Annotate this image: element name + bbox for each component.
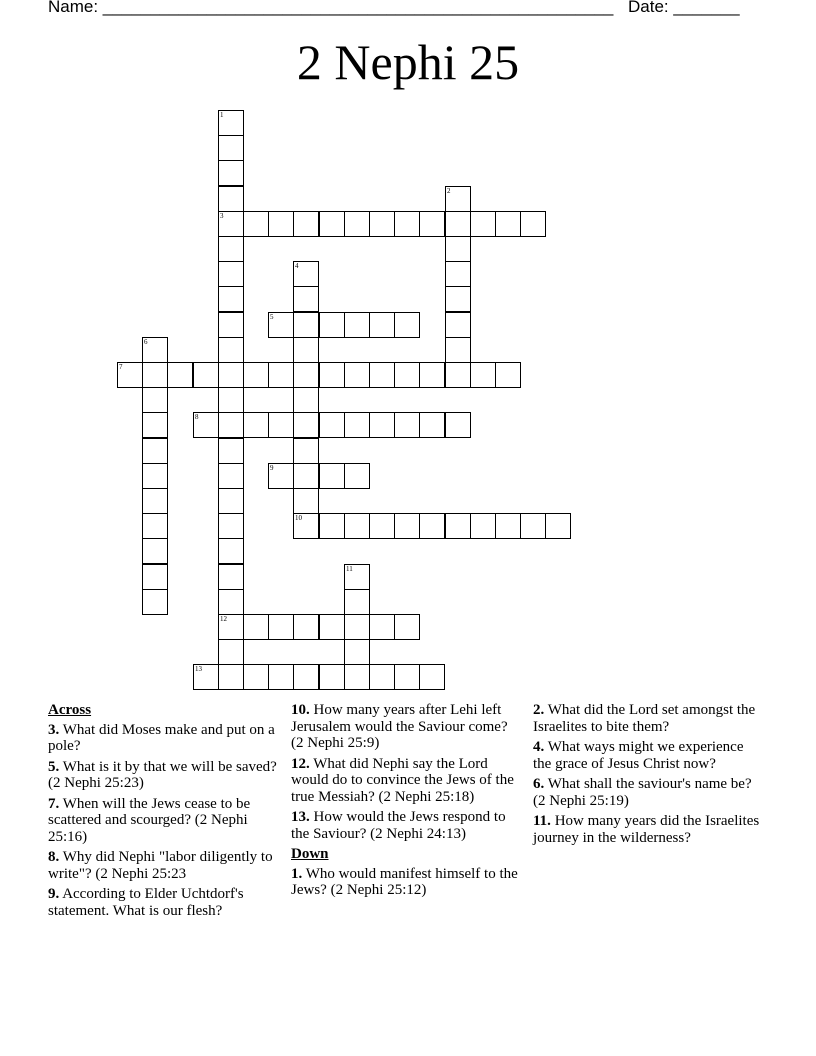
crossword-cell[interactable] [319, 312, 345, 338]
crossword-cell[interactable] [293, 337, 319, 363]
crossword-cell[interactable] [369, 614, 395, 640]
crossword-cell[interactable] [268, 312, 294, 338]
crossword-cell[interactable] [495, 211, 521, 237]
clue-number: 3. [48, 721, 60, 738]
clue-across-5 [48, 759, 280, 792]
clue-text: What is it by that we will be saved? (2 Nephi 25:23) [48, 758, 277, 791]
crossword-cell[interactable] [419, 412, 445, 438]
crossword-cell[interactable] [319, 412, 345, 438]
crossword-cell[interactable] [470, 513, 496, 539]
crossword-cell[interactable] [344, 412, 370, 438]
clue-number: 12. [291, 755, 310, 772]
crossword-cell[interactable] [344, 513, 370, 539]
cell-number: 11 [346, 565, 353, 573]
clue-number: 1. [291, 865, 303, 882]
crossword-cell[interactable] [293, 261, 319, 287]
clue-text: How many years did the Israelites journey in the wilderness? [533, 813, 760, 846]
crossword-cell[interactable] [218, 135, 244, 161]
crossword-cell[interactable] [369, 362, 395, 388]
crossword-cell[interactable] [218, 463, 244, 489]
crossword-cell[interactable] [218, 261, 244, 287]
crossword-cell[interactable] [293, 362, 319, 388]
crossword-cell[interactable] [117, 362, 143, 388]
crossword-cell[interactable] [268, 412, 294, 438]
cell-number: 4 [295, 262, 299, 270]
clues-column-3 [533, 702, 765, 850]
crossword-cell[interactable] [142, 438, 168, 464]
clue-across-10 [291, 702, 523, 752]
cell-number: 13 [195, 665, 202, 673]
clues-column-2 [291, 702, 523, 903]
crossword-cell[interactable] [445, 211, 471, 237]
clue-text: What did Moses make and put on a pole? [48, 721, 275, 754]
crossword-cell[interactable] [394, 513, 420, 539]
crossword-cell[interactable] [218, 438, 244, 464]
crossword-cell[interactable] [445, 236, 471, 262]
crossword-cell[interactable] [142, 538, 168, 564]
clue-number: 11. [533, 813, 551, 829]
clue-text: When will the Jews cease to be scattered and scourged? (2 Nephi 25:16) [48, 795, 251, 845]
crossword-cell[interactable] [142, 412, 168, 438]
crossword-cell[interactable] [445, 337, 471, 363]
crossword-cell[interactable] [470, 362, 496, 388]
crossword-cell[interactable] [218, 564, 244, 590]
crossword-cell[interactable] [495, 513, 521, 539]
crossword-cell[interactable] [218, 236, 244, 262]
cell-number: 5 [270, 313, 274, 321]
cell-number: 7 [119, 363, 123, 371]
crossword-cell[interactable] [167, 362, 193, 388]
crossword-cell[interactable] [445, 312, 471, 338]
crossword-cell[interactable] [293, 463, 319, 489]
clue-number: 6. [533, 776, 545, 792]
clue-number: 8. [48, 849, 60, 865]
crossword-cell[interactable] [394, 614, 420, 640]
crossword-cell[interactable] [218, 186, 244, 212]
across-heading: Across [48, 702, 92, 718]
crossword-cell[interactable] [218, 387, 244, 413]
clue-text: How would the Jews respond to the Saviour? (2 Nephi 24:13) [291, 809, 506, 842]
crossword-cell[interactable] [218, 513, 244, 539]
crossword-cell[interactable] [344, 664, 370, 690]
crossword-cell[interactable] [293, 438, 319, 464]
clue-number: 13. [291, 809, 310, 825]
cell-number: 9 [270, 464, 274, 472]
crossword-cell[interactable] [545, 513, 571, 539]
cell-number: 2 [447, 187, 451, 195]
crossword-cell[interactable] [218, 664, 244, 690]
crossword-cell[interactable] [319, 664, 345, 690]
crossword-cell[interactable] [193, 362, 219, 388]
clue-across-12 [291, 756, 523, 806]
crossword-cell[interactable] [218, 286, 244, 312]
crossword-cell[interactable] [520, 211, 546, 237]
down-heading: Down [291, 846, 329, 862]
cell-number: 3 [220, 212, 224, 220]
clue-number: 9. [48, 886, 60, 902]
crossword-cell[interactable] [243, 412, 269, 438]
clue-text: Why did Nephi "labor diligently to write"? (2 Nephi 25:23 [48, 849, 273, 882]
crossword-cell[interactable] [218, 538, 244, 564]
crossword-cell[interactable] [142, 589, 168, 615]
crossword-cell[interactable] [344, 564, 370, 590]
crossword-cell[interactable] [293, 387, 319, 413]
clue-text: What did Nephi say the Lord would do to convince the Jews of the true Messiah? (2 Nephi 25:18) [291, 755, 514, 805]
clue-down-4 [533, 739, 765, 772]
crossword-cell[interactable] [293, 513, 319, 539]
crossword-cell[interactable] [218, 312, 244, 338]
name-field[interactable]: Name: ______________________________________________________ [48, 0, 614, 16]
crossword-cell[interactable] [218, 110, 244, 136]
crossword-cell[interactable] [394, 412, 420, 438]
crossword-cell[interactable] [293, 312, 319, 338]
page-title: 2 Nephi 25 [296, 34, 520, 90]
crossword-cell[interactable] [344, 639, 370, 665]
crossword-cell[interactable] [243, 211, 269, 237]
clue-across-7 [48, 796, 280, 846]
crossword-cell[interactable] [445, 286, 471, 312]
crossword-cell[interactable] [142, 488, 168, 514]
clue-text: According to Elder Uchtdorf's statement. What is our flesh? [48, 886, 244, 919]
crossword-cell[interactable] [445, 412, 471, 438]
clue-text: What did the Lord set amongst the Israelites to bite them? [533, 702, 756, 735]
crossword-cell[interactable] [218, 362, 244, 388]
clue-text: What shall the saviour's name be? (2 Nephi 25:19) [533, 776, 752, 809]
crossword-cell[interactable] [268, 362, 294, 388]
cell-number: 8 [195, 413, 199, 421]
clue-number: 4. [533, 739, 545, 755]
cell-number: 6 [144, 338, 148, 346]
crossword-cell[interactable] [394, 362, 420, 388]
crossword-cell[interactable] [344, 312, 370, 338]
cell-number: 1 [220, 111, 224, 119]
clue-across-3 [48, 722, 280, 755]
crossword-cell[interactable] [319, 513, 345, 539]
crossword-cell[interactable] [344, 362, 370, 388]
crossword-cell[interactable] [394, 664, 420, 690]
crossword-cell[interactable] [218, 488, 244, 514]
crossword-cell[interactable] [369, 312, 395, 338]
crossword-cell[interactable] [369, 664, 395, 690]
crossword-cell[interactable] [142, 362, 168, 388]
crossword-cell[interactable] [218, 211, 244, 237]
clue-number: 10. [291, 702, 310, 718]
crossword-cell[interactable] [495, 362, 521, 388]
clue-number: 2. [533, 702, 545, 718]
clue-across-13 [291, 809, 523, 842]
crossword-cell[interactable] [369, 211, 395, 237]
crossword-cell[interactable] [218, 589, 244, 615]
crossword-cell[interactable] [218, 639, 244, 665]
crossword-cell[interactable] [445, 362, 471, 388]
crossword-cell[interactable] [319, 211, 345, 237]
crossword-cell[interactable] [142, 337, 168, 363]
crossword-cell[interactable] [268, 211, 294, 237]
crossword-cell[interactable] [142, 564, 168, 590]
crossword-cell[interactable] [268, 614, 294, 640]
clue-down-2 [533, 702, 765, 735]
crossword-cell[interactable] [419, 211, 445, 237]
crossword-cell[interactable] [369, 513, 395, 539]
crossword-cell[interactable] [293, 664, 319, 690]
crossword-cell[interactable] [293, 614, 319, 640]
cell-number: 12 [220, 615, 227, 623]
crossword-cell[interactable] [419, 664, 445, 690]
crossword-cell[interactable] [243, 614, 269, 640]
crossword-cell[interactable] [319, 614, 345, 640]
clue-text: Who would manifest himself to the Jews? (2 Nephi 25:12) [291, 865, 518, 898]
crossword-cell[interactable] [394, 312, 420, 338]
crossword-cell[interactable] [218, 160, 244, 186]
date-field[interactable]: Date: _______ [628, 0, 740, 16]
crossword-cell[interactable] [218, 337, 244, 363]
clue-down-6 [533, 776, 765, 809]
crossword-cell[interactable] [293, 488, 319, 514]
clue-down-11 [533, 813, 765, 846]
crossword-cell[interactable] [193, 664, 219, 690]
crossword-cell[interactable] [419, 513, 445, 539]
crossword-cell[interactable] [243, 362, 269, 388]
crossword-cell[interactable] [344, 614, 370, 640]
crossword-cell[interactable] [344, 589, 370, 615]
clue-text: How many years after Lehi left Jerusalem would the Saviour come? (2 Nephi 25:9) [291, 702, 508, 751]
crossword-cell[interactable] [344, 211, 370, 237]
crossword-cell[interactable] [344, 463, 370, 489]
cell-number: 10 [295, 514, 302, 522]
crossword-cell[interactable] [218, 412, 244, 438]
crossword-cell[interactable] [445, 513, 471, 539]
crossword-cell[interactable] [293, 412, 319, 438]
crossword-cell[interactable] [293, 211, 319, 237]
crossword-cell[interactable] [218, 614, 244, 640]
crossword-cell[interactable] [419, 362, 445, 388]
crossword-cell[interactable] [268, 664, 294, 690]
crossword-cell[interactable] [243, 664, 269, 690]
clue-number: 7. [48, 795, 60, 812]
crossword-cell[interactable] [293, 286, 319, 312]
clue-number: 5. [48, 758, 60, 775]
crossword-cell[interactable] [142, 513, 168, 539]
crossword-cell[interactable] [319, 362, 345, 388]
crossword-cell[interactable] [445, 261, 471, 287]
crossword-cell[interactable] [319, 463, 345, 489]
clue-across-9 [48, 886, 280, 919]
crossword-cell[interactable] [394, 211, 420, 237]
clue-down-1 [291, 866, 523, 899]
clues-column-1 [48, 702, 280, 923]
crossword-cell[interactable] [268, 463, 294, 489]
clue-text: What ways might we experience the grace of Jesus Christ now? [533, 739, 744, 772]
crossword-cell[interactable] [369, 412, 395, 438]
crossword-cell[interactable] [142, 463, 168, 489]
crossword-cell[interactable] [520, 513, 546, 539]
crossword-cell[interactable] [445, 186, 471, 212]
crossword-cell[interactable] [142, 387, 168, 413]
crossword-cell[interactable] [193, 412, 219, 438]
crossword-cell[interactable] [470, 211, 496, 237]
clue-across-8 [48, 849, 280, 882]
